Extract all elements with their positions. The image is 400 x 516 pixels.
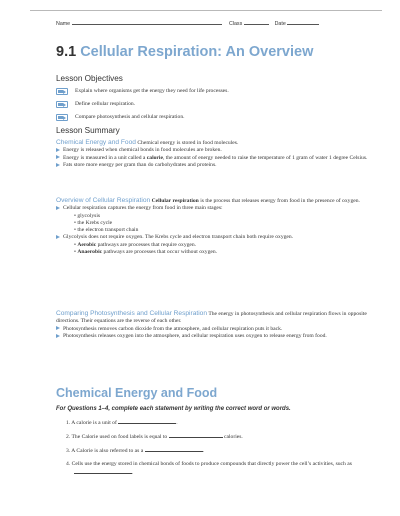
question-3: 3. A Calorie is also referred to as a . [66,448,205,454]
pathway-item: • Aerobic pathways are processes that require oxygen. [74,241,197,248]
bullet-item: Energy is released when chemical bonds in food molecules are broken. [56,147,386,154]
triangle-bullet-icon [56,334,60,338]
triangle-bullet-icon [56,326,60,330]
triangle-bullet-icon [56,155,60,159]
comparing-summary: Comparing Photosynthesis and Cellular Respiration The energy in photosynthesis and cellular respiration flows in opposite directions. Their equations are the reverse of each other. Photosynthesis removes carbon dioxide from the atmosphere, and cellular respiration puts it back. Photosynthesis releases oxygen into the atmosphere, and cellular respiration uses oxygen to release energy from food. [56,310,386,340]
summary-heading: Lesson Summary [56,126,120,135]
name-label: Name [56,21,71,27]
answer-blank[interactable] [169,432,223,438]
question-2: 2. The Calorie used on food labels is equal to calories. [66,434,243,440]
objectives-heading: Lesson Objectives [56,74,123,83]
question-4: 4. Cells use the energy stored in chemical bonds of foods to produce compounds that directly power the cell’s activities, such as . [66,461,352,476]
answer-blank[interactable] [74,468,132,474]
objective-item: Compare photosynthesis and cellular respiration. [56,111,386,124]
pathway-item: • Anaerobic pathways are processes that occur without oxygen. [74,249,218,256]
stage-item: • the electron transport chain [74,227,139,234]
answer-blank[interactable] [145,446,203,452]
page-title [56,44,313,60]
bullet-item: Cellular respiration captures the energy from food in three main stages: [56,205,386,212]
bullet-item: Glycolysis does not require oxygen. The Krebs cycle and electron transport chain both require oxygen. [56,234,386,241]
question-1: 1. A calorie is a unit of . [66,420,178,426]
lesson-number: 9.1 [56,44,77,60]
stage-item: • the Krebs cycle [74,219,113,226]
date-field[interactable] [287,19,319,25]
student-header [56,19,370,27]
section-title: Chemical Energy and Food [56,386,218,400]
triangle-bullet-icon [56,235,60,239]
arrow-folder-icon [56,114,68,121]
lesson-title: Cellular Respiration: An Overview [80,44,314,60]
section-head: Chemical Energy and Food [56,139,136,146]
section-head: Overview of Cellular Respiration [56,197,151,204]
objectives-list [56,85,386,124]
objective-item: Define cellular respiration. [56,98,386,111]
date-label: Date [274,21,286,27]
energy-summary: Chemical Energy and Food Chemical energy is stored in food molecules. Energy is released when chemical bonds in food molecules are broken. Energy is measured in a unit called a calorie, the amount of energy needed to raise the temperature of 1 gram of water 1 degree Celsius. Fats store more energy per gram than do carbohydrates and proteins. [56,139,386,169]
top-rule [30,10,382,11]
triangle-bullet-icon [56,148,60,152]
class-label: Class [228,21,243,27]
answer-blank[interactable] [118,418,176,424]
triangle-bullet-icon [56,163,60,167]
stage-item: • glycolysis [74,212,101,219]
instructions: For Questions 1–4, complete each statement by writing the correct word or words. [56,406,291,412]
class-field[interactable] [244,19,269,25]
name-field[interactable] [72,19,222,25]
section-head: Comparing Photosynthesis and Cellular Respiration [56,310,208,317]
arrow-folder-icon [56,88,68,95]
overview-summary: Overview of Cellular Respiration Cellular respiration is the process that releases energy from food in the presence of oxygen. Cellular respiration captures the energy from food in three main stages: • glycolysis • the Krebs cycle • the electron transport chain Glycolysis does not require oxygen. The Krebs cycle and electron transport chain both require oxygen. • Aerobic pathways are processes that require oxygen. • Anaerobic pathways are processes that occur without oxygen. [56,197,386,256]
bullet-item: Photosynthesis releases oxygen into the atmosphere, and cellular respiration uses oxygen to release energy from food. [56,333,386,340]
arrow-folder-icon [56,101,68,108]
objective-item: Explain where organisms get the energy they need for life processes. [56,85,386,98]
bullet-item: Fats store more energy per gram than do carbohydrates and proteins. [56,162,386,169]
bullet-item: Photosynthesis removes carbon dioxide from the atmosphere, and cellular respiration puts it back. [56,326,386,333]
bullet-item: Energy is measured in a unit called a calorie, the amount of energy needed to raise the temperature of 1 gram of water 1 degree Celsius. [56,155,386,162]
triangle-bullet-icon [56,206,60,210]
